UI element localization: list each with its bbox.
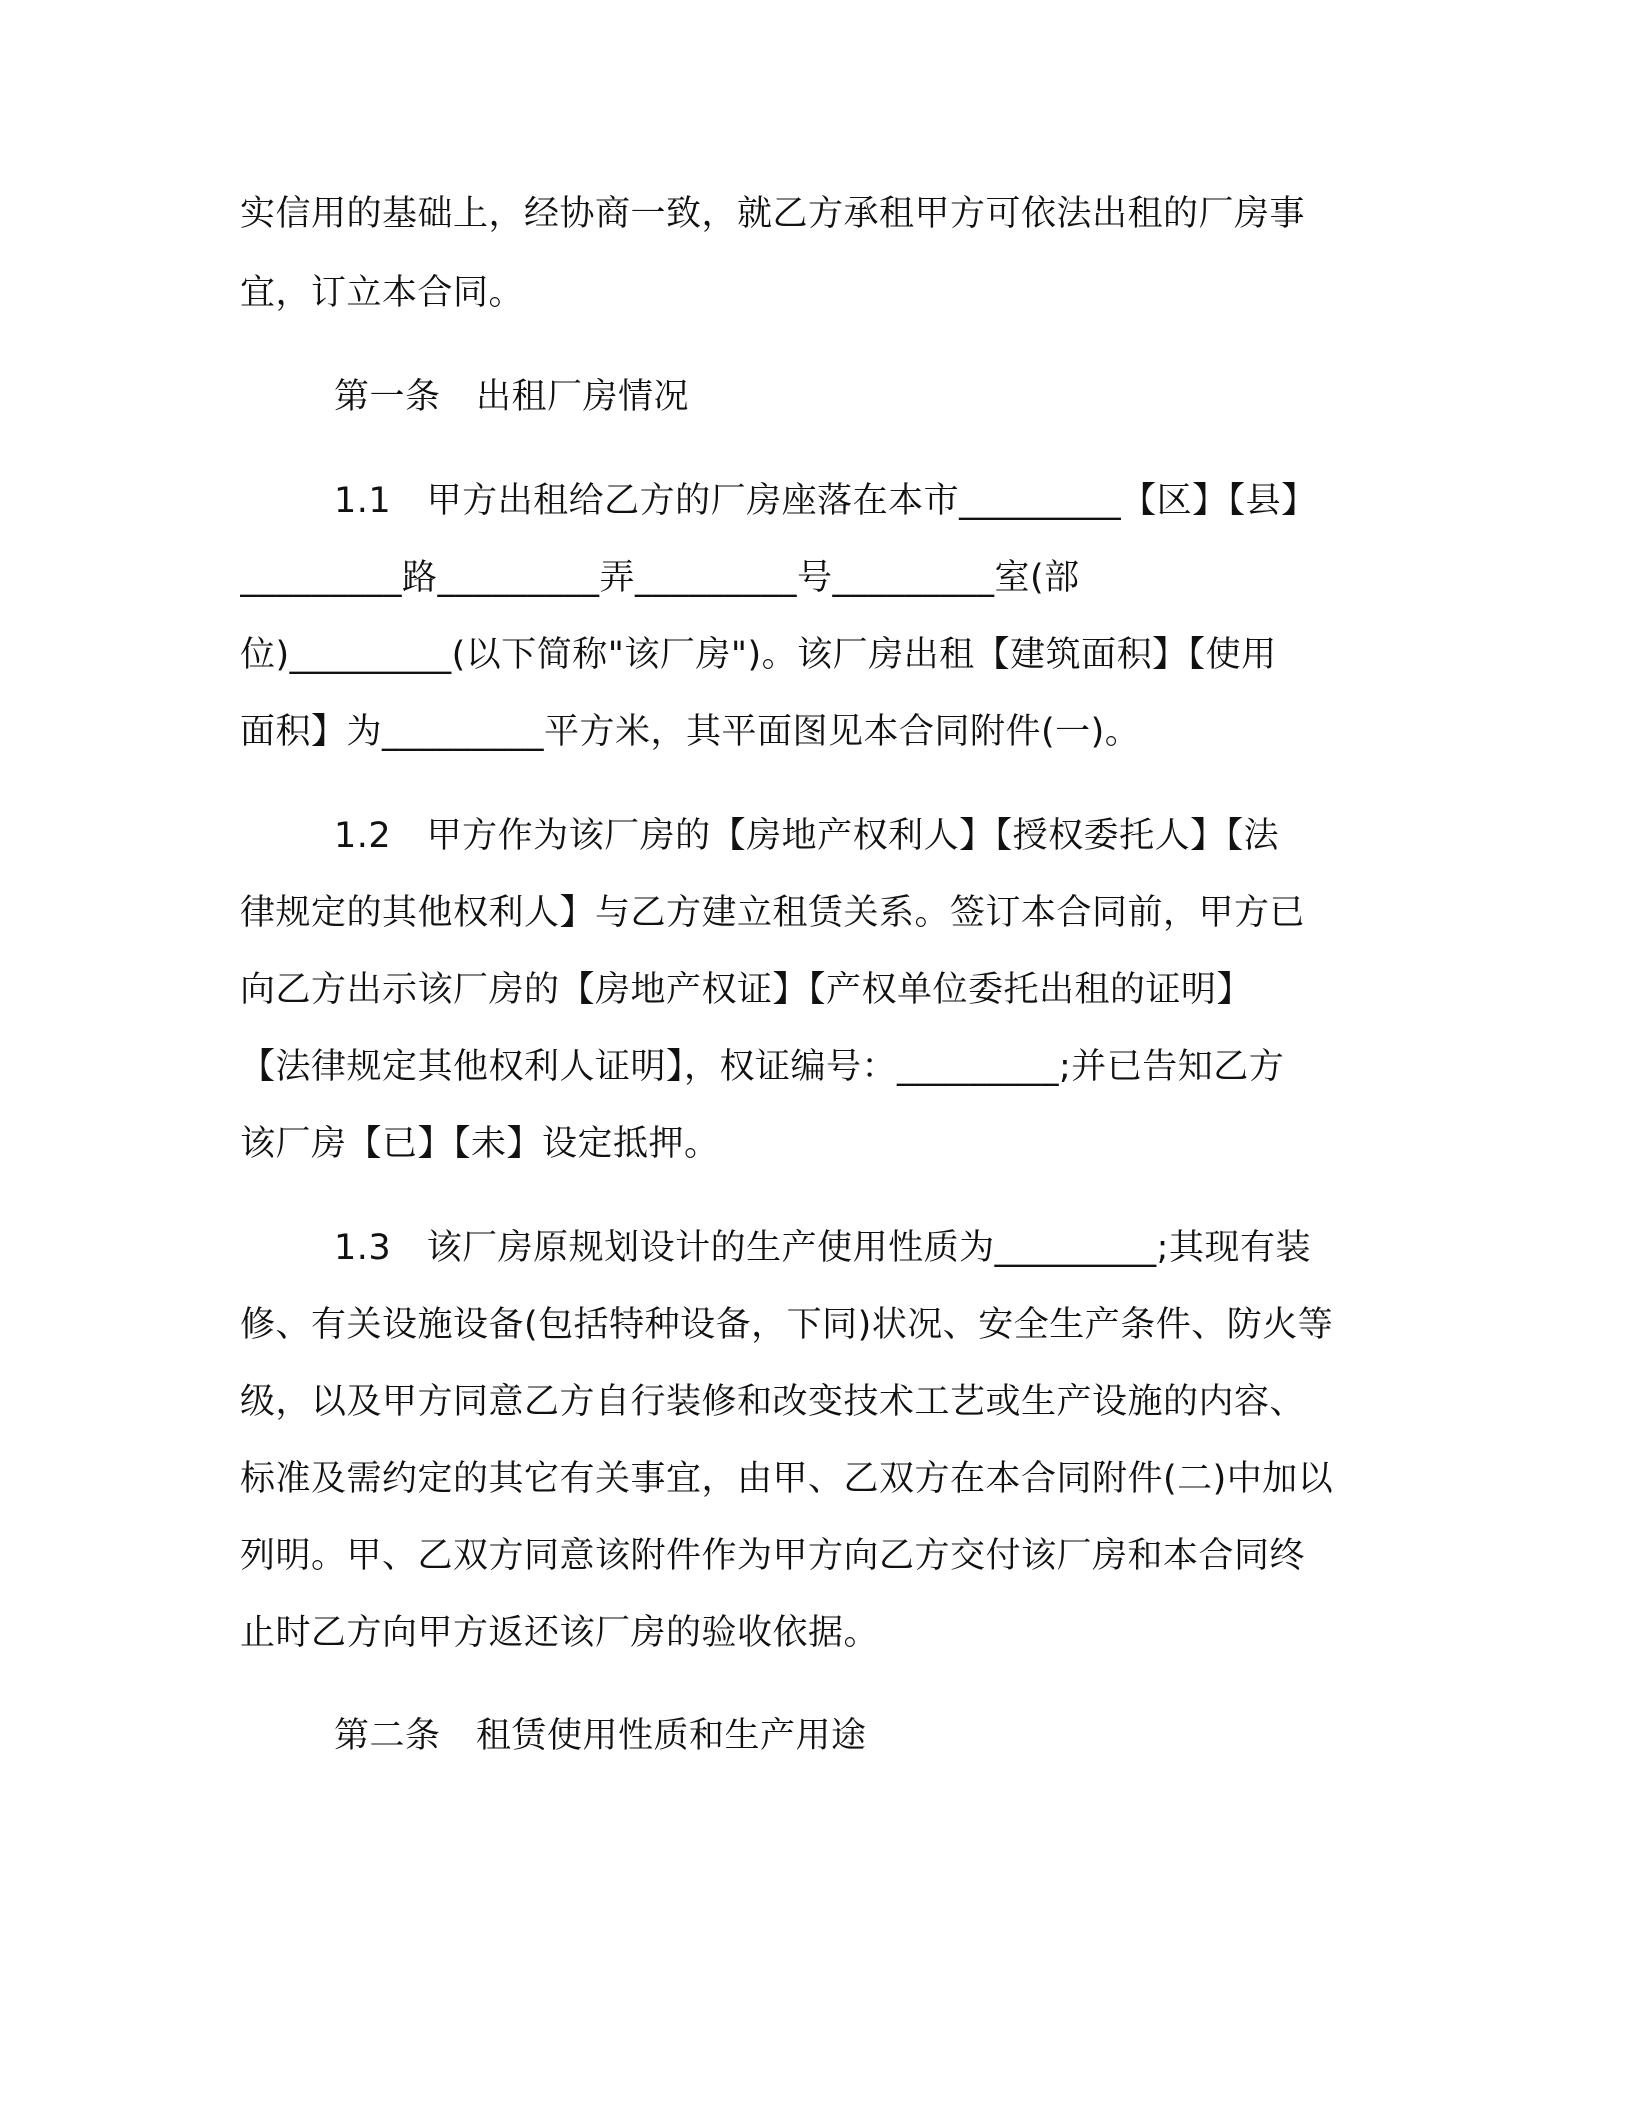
clause-1-3-line: 止时乙方向甲方返还该厂房的验收依据。 <box>240 1613 880 1653</box>
paragraph-line: 宜，订立本合同。 <box>240 273 525 313</box>
clause-1-1-line: 面积】为_________平方米，其平面图见本合同附件(一)。 <box>240 712 1141 752</box>
clause-1-3-line: 级，以及甲方同意乙方自行装修和改变技术工艺或生产设施的内容、 <box>240 1382 1306 1422</box>
clause-1-2-line: 律规定的其他权利人】与乙方建立租赁关系。签订本合同前，甲方已 <box>240 893 1306 933</box>
clause-1-1-line: 1.1 甲方出租给乙方的厂房座落在本市_________【区】【县】 <box>334 481 1317 521</box>
article-1-heading: 第一条 出租厂房情况 <box>334 377 690 417</box>
clause-1-2-line: 该厂房【已】【未】设定抵押。 <box>240 1124 720 1164</box>
paragraph-line: 实信用的基础上，经协商一致，就乙方承租甲方可依法出租的厂房事 <box>240 194 1306 234</box>
clause-1-3-line: 标准及需约定的其它有关事宜，由甲、乙双方在本合同附件(二)中加以 <box>240 1459 1334 1499</box>
clause-1-3-line: 1.3 该厂房原规划设计的生产使用性质为_________;其现有装 <box>334 1228 1311 1268</box>
clause-1-2-line: 1.2 甲方作为该厂房的【房地产权利人】【授权委托人】【法 <box>334 816 1280 856</box>
clause-1-3-line: 列明。甲、乙双方同意该附件作为甲方向乙方交付该厂房和本合同终 <box>240 1536 1306 1576</box>
clause-1-1-line: 位)_________(以下简称"该厂房")。该厂房出租【建筑面积】【使用 <box>240 635 1277 675</box>
clause-1-3-line: 修、有关设施设备(包括特种设备，下同)状况、安全生产条件、防火等 <box>240 1305 1334 1345</box>
clause-1-2-line: 向乙方出示该厂房的【房地产权证】【产权单位委托出租的证明】 <box>240 970 1253 1010</box>
clause-1-2-line: 【法律规定其他权利人证明】，权证编号：_________;并已告知乙方 <box>240 1047 1285 1087</box>
article-2-heading: 第二条 租赁使用性质和生产用途 <box>334 1716 867 1756</box>
clause-1-1-line: _________路_________弄_________号_________室(部 <box>240 558 1080 598</box>
